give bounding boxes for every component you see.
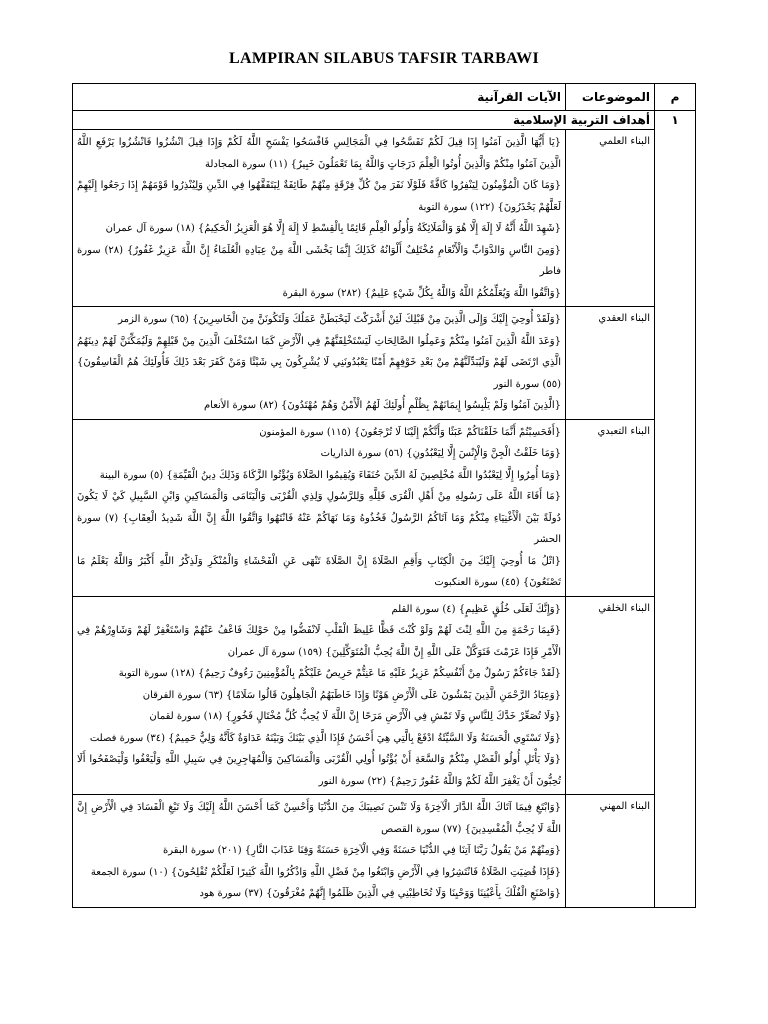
header-verses: الآيات القرآنية — [73, 84, 566, 111]
verse-line: {وَمَا خَلَقْتُ الْجِنَّ وَالْإِنْسَ إِلَّا لِيَعْبُدُونِ} (٥٦) سورة الذاريات — [320, 448, 561, 459]
topic-cell: البناء العقدي — [566, 307, 655, 420]
verse-line: {الَّذِينَ آمَنُوا وَلَمْ يَلْبِسُوا إِيمَانَهُمْ بِظُلْمٍ أُولَئِكَ لَهُمُ الْأَمْنُ وَهُمْ مُهْتَدُونَ} (٨٢) سورة الأنعام — [203, 400, 561, 411]
verse-line: {أَفَحَسِبْتُمْ أَنَّمَا خَلَقْنَاكُمْ عَبَثًا وَأَنَّكُمْ إِلَيْنَا لَا تُرْجَعُونَ} (١١٥) سورة المؤمنون — [259, 426, 561, 438]
section-number: ١ — [655, 111, 696, 908]
verses-cell — [73, 130, 566, 307]
verse-line: {وَاتَّقُوا اللَّهَ وَيُعَلِّمُكُمُ اللَّهُ وَاللَّهُ بِكُلِّ شَيْءٍ عَلِيمٌ} (٢٨٢) سورة البقرة — [282, 287, 561, 299]
verse-line: {مَا أَفَاءَ اللَّهُ عَلَى رَسُولِهِ مِنْ أَهْلِ الْقُرَى فَلِلَّهِ وَلِلرَّسُولِ وَلِذِي الْقُرْبَى وَالْيَتَامَى وَالْمَسَاكِينِ وَابْنِ السَّبِيلِ كَيْ لَا يَكُونَ دُولَةً بَيْنَ الْأَغْنِيَاءِ مِنْكُمْ وَمَا آتَاكُمُ الرَّسُولُ فَخُذُوهُ وَمَا نَهَاكُمْ عَنْهُ فَانْتَهُوا وَاتَّقُوا اللَّهَ إِنَّ اللَّهَ شَدِيدُ الْعِقَابِ} (٧) سورة الحشر — [77, 491, 561, 545]
verses-cell — [73, 419, 566, 596]
verse-line: {وَمَا كَانَ الْمُؤْمِنُونَ لِيَنْفِرُوا كَافَّةً فَلَوْلَا نَفَرَ مِنْ كُلِّ فِرْقَةٍ مِنْهُمْ طَائِفَةٌ لِيَتَفَقَّهُوا فِي الدِّينِ وَلِيُنْذِرُوا قَوْمَهُمْ إِذَا رَجَعُوا إِلَيْهِمْ لَعَلَّهُمْ يَحْذَرُونَ} (١٢٢) سورة التوبة — [77, 180, 561, 213]
verse-line: {فَإِذَا قُضِيَتِ الصَّلَاةُ فَانْتَشِرُوا فِي الْأَرْضِ وَابْتَغُوا مِنْ فَضْلِ اللَّهِ وَاذْكُرُوا اللَّهَ كَثِيرًا لَعَلَّكُمْ تُفْلِحُونَ} (١٠) سورة الجمعة — [90, 866, 561, 878]
verse-line: {وَمَا أُمِرُوا إِلَّا لِيَعْبُدُوا اللَّهَ مُخْلِصِينَ لَهُ الدِّينَ حُنَفَاءَ وَيُقِيمُوا الصَّلَاةَ وَيُؤْتُوا الزَّكَاةَ وَذَلِكَ دِينُ الْقَيِّمَةِ} (٥) سورة البينة — [99, 469, 561, 481]
verse-line: {اتْلُ مَا أُوحِيَ إِلَيْكَ مِنَ الْكِتَابِ وَأَقِمِ الصَّلَاةَ إِنَّ الصَّلَاةَ تَنْهَى عَنِ الْفَحْشَاءِ وَالْمُنْكَرِ وَلَذِكْرُ اللَّهِ أَكْبَرُ وَاللَّهُ يَعْلَمُ مَا تَصْنَعُونَ} (٤٥) سورة العنكبوت — [77, 555, 561, 588]
verses-cell — [73, 307, 566, 420]
verse-line: {وَلَا يَأْتَلِ أُولُو الْفَضْلِ مِنْكُمْ وَالسَّعَةِ أَنْ يُؤْتُوا أُولِي الْقُرْبَى وَالْمَسَاكِينَ وَالْمُهَاجِرِينَ فِي سَبِيلِ اللَّهِ وَلْيَعْفُوا وَلْيَصْفَحُوا أَلَا تُحِبُّونَ أَنْ يَغْفِرَ اللَّهُ لَكُمْ وَاللَّهُ غَفُورٌ رَحِيمٌ} (٢٢) سورة النور — [77, 754, 561, 787]
topic-row — [73, 419, 696, 596]
page-title: LAMPIRAN SILABUS TAFSIR TARBAWI — [229, 50, 539, 67]
verse-line: {وَإِنَّكَ لَعَلَى خُلُقٍ عَظِيمٍ} (٤) سورة القلم — [391, 603, 561, 615]
table-header-row — [73, 84, 696, 111]
topic-row — [73, 130, 696, 307]
topic-cell: البناء العلمي — [566, 130, 655, 307]
section-row — [73, 111, 696, 130]
header-number: م — [655, 84, 696, 111]
topic-cell: البناء التعبدي — [566, 419, 655, 596]
topic-row — [73, 795, 696, 908]
verse-line: {شَهِدَ اللَّهُ أَنَّهُ لَا إِلَهَ إِلَّا هُوَ وَالْمَلَائِكَةُ وَأُولُو الْعِلْمِ قَائِمًا بِالْقِسْطِ لَا إِلَهَ إِلَّا هُوَ الْعَزِيزُ الْحَكِيمُ} (١٨) سورة آل عمران — [105, 223, 561, 234]
verse-line: {وَعِبَادُ الرَّحْمَنِ الَّذِينَ يَمْشُونَ عَلَى الْأَرْضِ هَوْنًا وَإِذَا خَاطَبَهُمُ الْجَاهِلُونَ قَالُوا سَلَامًا} (٦٣) سورة الفرقان — [142, 689, 561, 701]
topic-cell: البناء المهني — [566, 795, 655, 908]
verses-cell — [73, 795, 566, 908]
topic-row — [73, 596, 696, 795]
verse-line: {لَقَدْ جَاءَكُمْ رَسُولٌ مِنْ أَنْفُسِكُمْ عَزِيزٌ عَلَيْهِ مَا عَنِتُّمْ حَرِيصٌ عَلَيْكُمْ بِالْمُؤْمِنِينَ رَءُوفٌ رَحِيمٌ} (١٢٨) سورة التوبة — [118, 668, 561, 679]
verse-line: {فَبِمَا رَحْمَةٍ مِنَ اللَّهِ لِنْتَ لَهُمْ وَلَوْ كُنْتَ فَظًّا غَلِيظَ الْقَلْبِ لَانْفَضُّوا مِنْ حَوْلِكَ فَاعْفُ عَنْهُمْ وَاسْتَغْفِرْ لَهُمْ وَشَاوِرْهُمْ فِي الْأَمْرِ فَإِذَا عَزَمْتَ فَتَوَكَّلْ عَلَى اللَّهِ إِنَّ اللَّهَ يُحِبُّ الْمُتَوَكِّلِينَ} (١٥٩) سورة آل عمران — [77, 625, 561, 658]
verse-line: {وَابْتَغِ فِيمَا آتَاكَ اللَّهُ الدَّارَ الْآخِرَةَ وَلَا تَنْسَ نَصِيبَكَ مِنَ الدُّنْيَا وَأَحْسِنْ كَمَا أَحْسَنَ اللَّهُ إِلَيْكَ وَلَا تَبْغِ الْفَسَادَ فِي الْأَرْضِ إِنَّ اللَّهَ لَا يُحِبُّ الْمُفْسِدِينَ} (٧٧) سورة القصص — [77, 802, 561, 835]
verse-line: {وَلَا تُصَعِّرْ خَدَّكَ لِلنَّاسِ وَلَا تَمْشِ فِي الْأَرْضِ مَرَحًا إِنَّ اللَّهَ لَا يُحِبُّ كُلَّ مُخْتَالٍ فَخُورٍ} (١٨) سورة لقمان — [149, 711, 561, 722]
verses-cell — [73, 596, 566, 795]
verse-line: {وَمِنَ النَّاسِ وَالدَّوَابِّ وَالْأَنْعَامِ مُخْتَلِفٌ أَلْوَانُهُ كَذَلِكَ إِنَّمَا يَخْشَى اللَّهَ مِنْ عِبَادِهِ الْعُلَمَاءُ إِنَّ اللَّهَ عَزِيزٌ غَفُورٌ} (٢٨) سورة فاطر — [77, 244, 561, 277]
verse-line: {وَلَا تَسْتَوِي الْحَسَنَةُ وَلَا السَّيِّئَةُ ادْفَعْ بِالَّتِي هِيَ أَحْسَنُ فَإِذَا الَّذِي بَيْنَكَ وَبَيْنَهُ عَدَاوَةٌ كَأَنَّهُ وَلِيٌّ حَمِيمٌ} (٣٤) سورة فصلت — [89, 732, 561, 744]
verse-line: {وَاصْنَعِ الْفُلْكَ بِأَعْيُنِنَا وَوَحْيِنَا وَلَا تُخَاطِبْنِي فِي الَّذِينَ ظَلَمُوا إِنَّهُمْ مُغْرَقُونَ} (٣٧) سورة هود — [199, 888, 561, 899]
verse-line: {وَعَدَ اللَّهُ الَّذِينَ آمَنُوا مِنْكُمْ وَعَمِلُوا الصَّالِحَاتِ لَيَسْتَخْلِفَنَّهُمْ فِي الْأَرْضِ كَمَا اسْتَخْلَفَ الَّذِينَ مِنْ قَبْلِهِمْ وَلَيُمَكِّنَنَّ لَهُمْ دِينَهُمُ الَّذِي ارْتَضَى لَهُمْ وَلَيُبَدِّلَنَّهُمْ مِنْ بَعْدِ خَوْفِهِمْ أَمْنًا يَعْبُدُونَنِي لَا يُشْرِكُونَ بِي شَيْئًا وَمَنْ كَفَرَ بَعْدَ ذَلِكَ فَأُولَئِكَ هُمُ الْفَاسِقُونَ} (٥٥) سورة النور — [77, 335, 561, 390]
verse-line: {يَا أَيُّهَا الَّذِينَ آمَنُوا إِذَا قِيلَ لَكُمْ تَفَسَّحُوا فِي الْمَجَالِسِ فَافْسَحُوا يَفْسَحِ اللَّهُ لَكُمْ وَإِذَا قِيلَ انْشُزُوا فَانْشُزُوا يَرْفَعِ اللَّهُ الَّذِينَ آمَنُوا مِنْكُمْ وَالَّذِينَ أُوتُوا الْعِلْمَ دَرَجَاتٍ وَاللَّهُ بِمَا تَعْمَلُونَ خَبِيرٌ} (١١) سورة المجادلة — [77, 137, 561, 170]
syllabus-table — [72, 83, 696, 908]
verse-line: {وَمِنْهُمْ مَنْ يَقُولُ رَبَّنَا آتِنَا فِي الدُّنْيَا حَسَنَةً وَفِي الْآخِرَةِ حَسَنَةً وَقِنَا عَذَابَ النَّارِ} (٢٠١) سورة البقرة — [163, 845, 561, 856]
topic-row — [73, 307, 696, 420]
header-topics: الموضوعات — [566, 84, 655, 111]
topic-cell: البناء الخلقي — [566, 596, 655, 795]
section-title: أهداف التربية الإسلامية — [73, 111, 655, 130]
verse-line: {وَلَقَدْ أُوحِيَ إِلَيْكَ وَإِلَى الَّذِينَ مِنْ قَبْلِكَ لَئِنْ أَشْرَكْتَ لَيَحْبَطَنَّ عَمَلُكَ وَلَتَكُونَنَّ مِنَ الْخَاسِرِينَ} (٦٥) سورة الزمر — [118, 314, 561, 325]
